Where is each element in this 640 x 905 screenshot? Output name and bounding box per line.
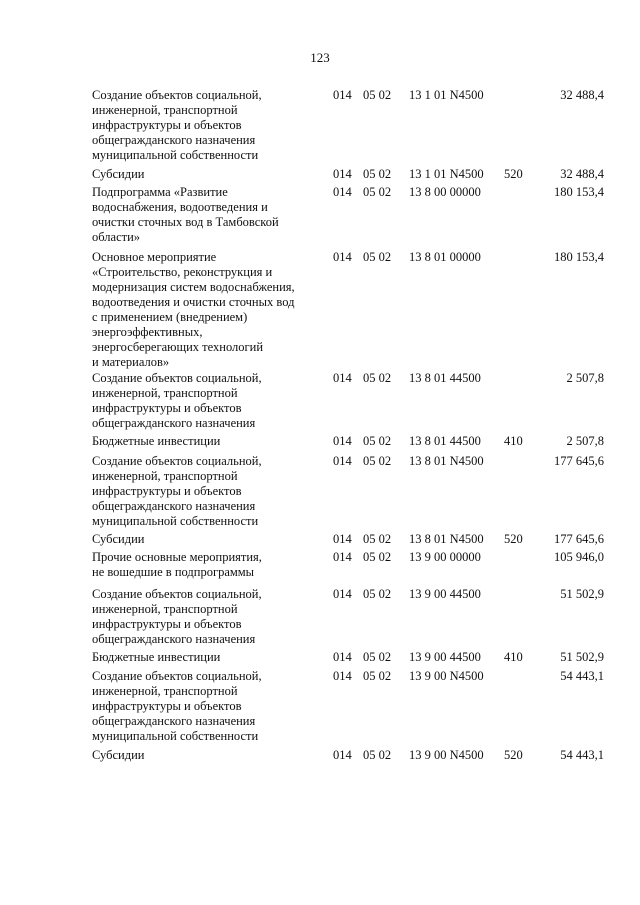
row-section-code: 05 02 bbox=[363, 167, 392, 181]
row-amount: 32 488,4 bbox=[560, 167, 604, 181]
row-target-code: 13 8 01 44500 bbox=[409, 371, 481, 385]
row-name: Бюджетные инвестиции bbox=[92, 650, 221, 664]
row-target-code: 13 1 01 N4500 bbox=[409, 167, 484, 181]
row-name: Создание объектов социальной, инженерной, транспортной инфраструктуры и объектов общегражданского назначения bbox=[92, 587, 262, 646]
row-section-code: 05 02 bbox=[363, 371, 392, 385]
row-amount: 54 443,1 bbox=[560, 669, 604, 683]
row-admin-code: 014 bbox=[333, 748, 352, 762]
row-amount: 2 507,8 bbox=[566, 371, 604, 385]
row-name: Бюджетные инвестиции bbox=[92, 434, 221, 448]
row-amount: 180 153,4 bbox=[554, 250, 604, 264]
row-section-code: 05 02 bbox=[363, 748, 392, 762]
row-target-code: 13 8 00 00000 bbox=[409, 185, 481, 199]
row-section-code: 05 02 bbox=[363, 587, 392, 601]
row-target-code: 13 9 00 44500 bbox=[409, 650, 481, 664]
row-amount: 51 502,9 bbox=[560, 650, 604, 664]
row-section-code: 05 02 bbox=[363, 669, 392, 683]
row-amount: 177 645,6 bbox=[554, 532, 604, 546]
row-admin-code: 014 bbox=[333, 650, 352, 664]
row-name: Создание объектов социальной, инженерной, транспортной инфраструктуры и объектов общегражданского назначения муниципальной собственности bbox=[92, 88, 262, 162]
row-name: Субсидии bbox=[92, 748, 145, 762]
row-admin-code: 014 bbox=[333, 88, 352, 102]
row-name: Субсидии bbox=[92, 532, 145, 546]
row-admin-code: 014 bbox=[333, 434, 352, 448]
row-section-code: 05 02 bbox=[363, 88, 392, 102]
row-target-code: 13 8 01 44500 bbox=[409, 434, 481, 448]
row-section-code: 05 02 bbox=[363, 185, 392, 199]
row-expense-type: 520 bbox=[504, 532, 523, 546]
row-admin-code: 014 bbox=[333, 454, 352, 468]
row-amount: 105 946,0 bbox=[554, 550, 604, 564]
row-target-code: 13 9 00 N4500 bbox=[409, 669, 484, 683]
row-name: Прочие основные мероприятия, не вошедшие в подпрограммы bbox=[92, 550, 262, 579]
row-expense-type: 520 bbox=[504, 748, 523, 762]
row-target-code: 13 9 00 N4500 bbox=[409, 748, 484, 762]
row-admin-code: 014 bbox=[333, 550, 352, 564]
row-amount: 2 507,8 bbox=[566, 434, 604, 448]
row-name: Субсидии bbox=[92, 167, 145, 181]
row-amount: 32 488,4 bbox=[560, 88, 604, 102]
row-section-code: 05 02 bbox=[363, 650, 392, 664]
row-amount: 177 645,6 bbox=[554, 454, 604, 468]
row-name: Основное мероприятие «Строительство, реконструкция и модернизация систем водоснабжения, водоотведения и очистки сточных вод с применением (внедрением) энергоэффективных, энергосберегающих технологий и материалов» bbox=[92, 250, 295, 369]
row-target-code: 13 9 00 44500 bbox=[409, 587, 481, 601]
row-admin-code: 014 bbox=[333, 532, 352, 546]
row-expense-type: 520 bbox=[504, 167, 523, 181]
row-target-code: 13 9 00 00000 bbox=[409, 550, 481, 564]
row-name: Создание объектов социальной, инженерной, транспортной инфраструктуры и объектов общегражданского назначения муниципальной собственности bbox=[92, 669, 262, 743]
row-amount: 51 502,9 bbox=[560, 587, 604, 601]
row-expense-type: 410 bbox=[504, 650, 523, 664]
row-name: Подпрограмма «Развитие водоснабжения, водоотведения и очистки сточных вод в Тамбовской области» bbox=[92, 185, 279, 244]
row-section-code: 05 02 bbox=[363, 550, 392, 564]
row-target-code: 13 8 01 00000 bbox=[409, 250, 481, 264]
row-admin-code: 014 bbox=[333, 185, 352, 199]
page-number: 123 bbox=[310, 50, 330, 65]
row-section-code: 05 02 bbox=[363, 250, 392, 264]
row-section-code: 05 02 bbox=[363, 532, 392, 546]
row-admin-code: 014 bbox=[333, 371, 352, 385]
row-name: Создание объектов социальной, инженерной, транспортной инфраструктуры и объектов общегражданского назначения bbox=[92, 371, 262, 430]
row-name: Создание объектов социальной, инженерной, транспортной инфраструктуры и объектов общегражданского назначения муниципальной собственности bbox=[92, 454, 262, 528]
row-target-code: 13 8 01 N4500 bbox=[409, 532, 484, 546]
row-expense-type: 410 bbox=[504, 434, 523, 448]
row-admin-code: 014 bbox=[333, 167, 352, 181]
row-admin-code: 014 bbox=[333, 250, 352, 264]
row-target-code: 13 8 01 N4500 bbox=[409, 454, 484, 468]
row-target-code: 13 1 01 N4500 bbox=[409, 88, 484, 102]
row-section-code: 05 02 bbox=[363, 454, 392, 468]
row-admin-code: 014 bbox=[333, 587, 352, 601]
row-amount: 180 153,4 bbox=[554, 185, 604, 199]
row-admin-code: 014 bbox=[333, 669, 352, 683]
row-amount: 54 443,1 bbox=[560, 748, 604, 762]
row-section-code: 05 02 bbox=[363, 434, 392, 448]
